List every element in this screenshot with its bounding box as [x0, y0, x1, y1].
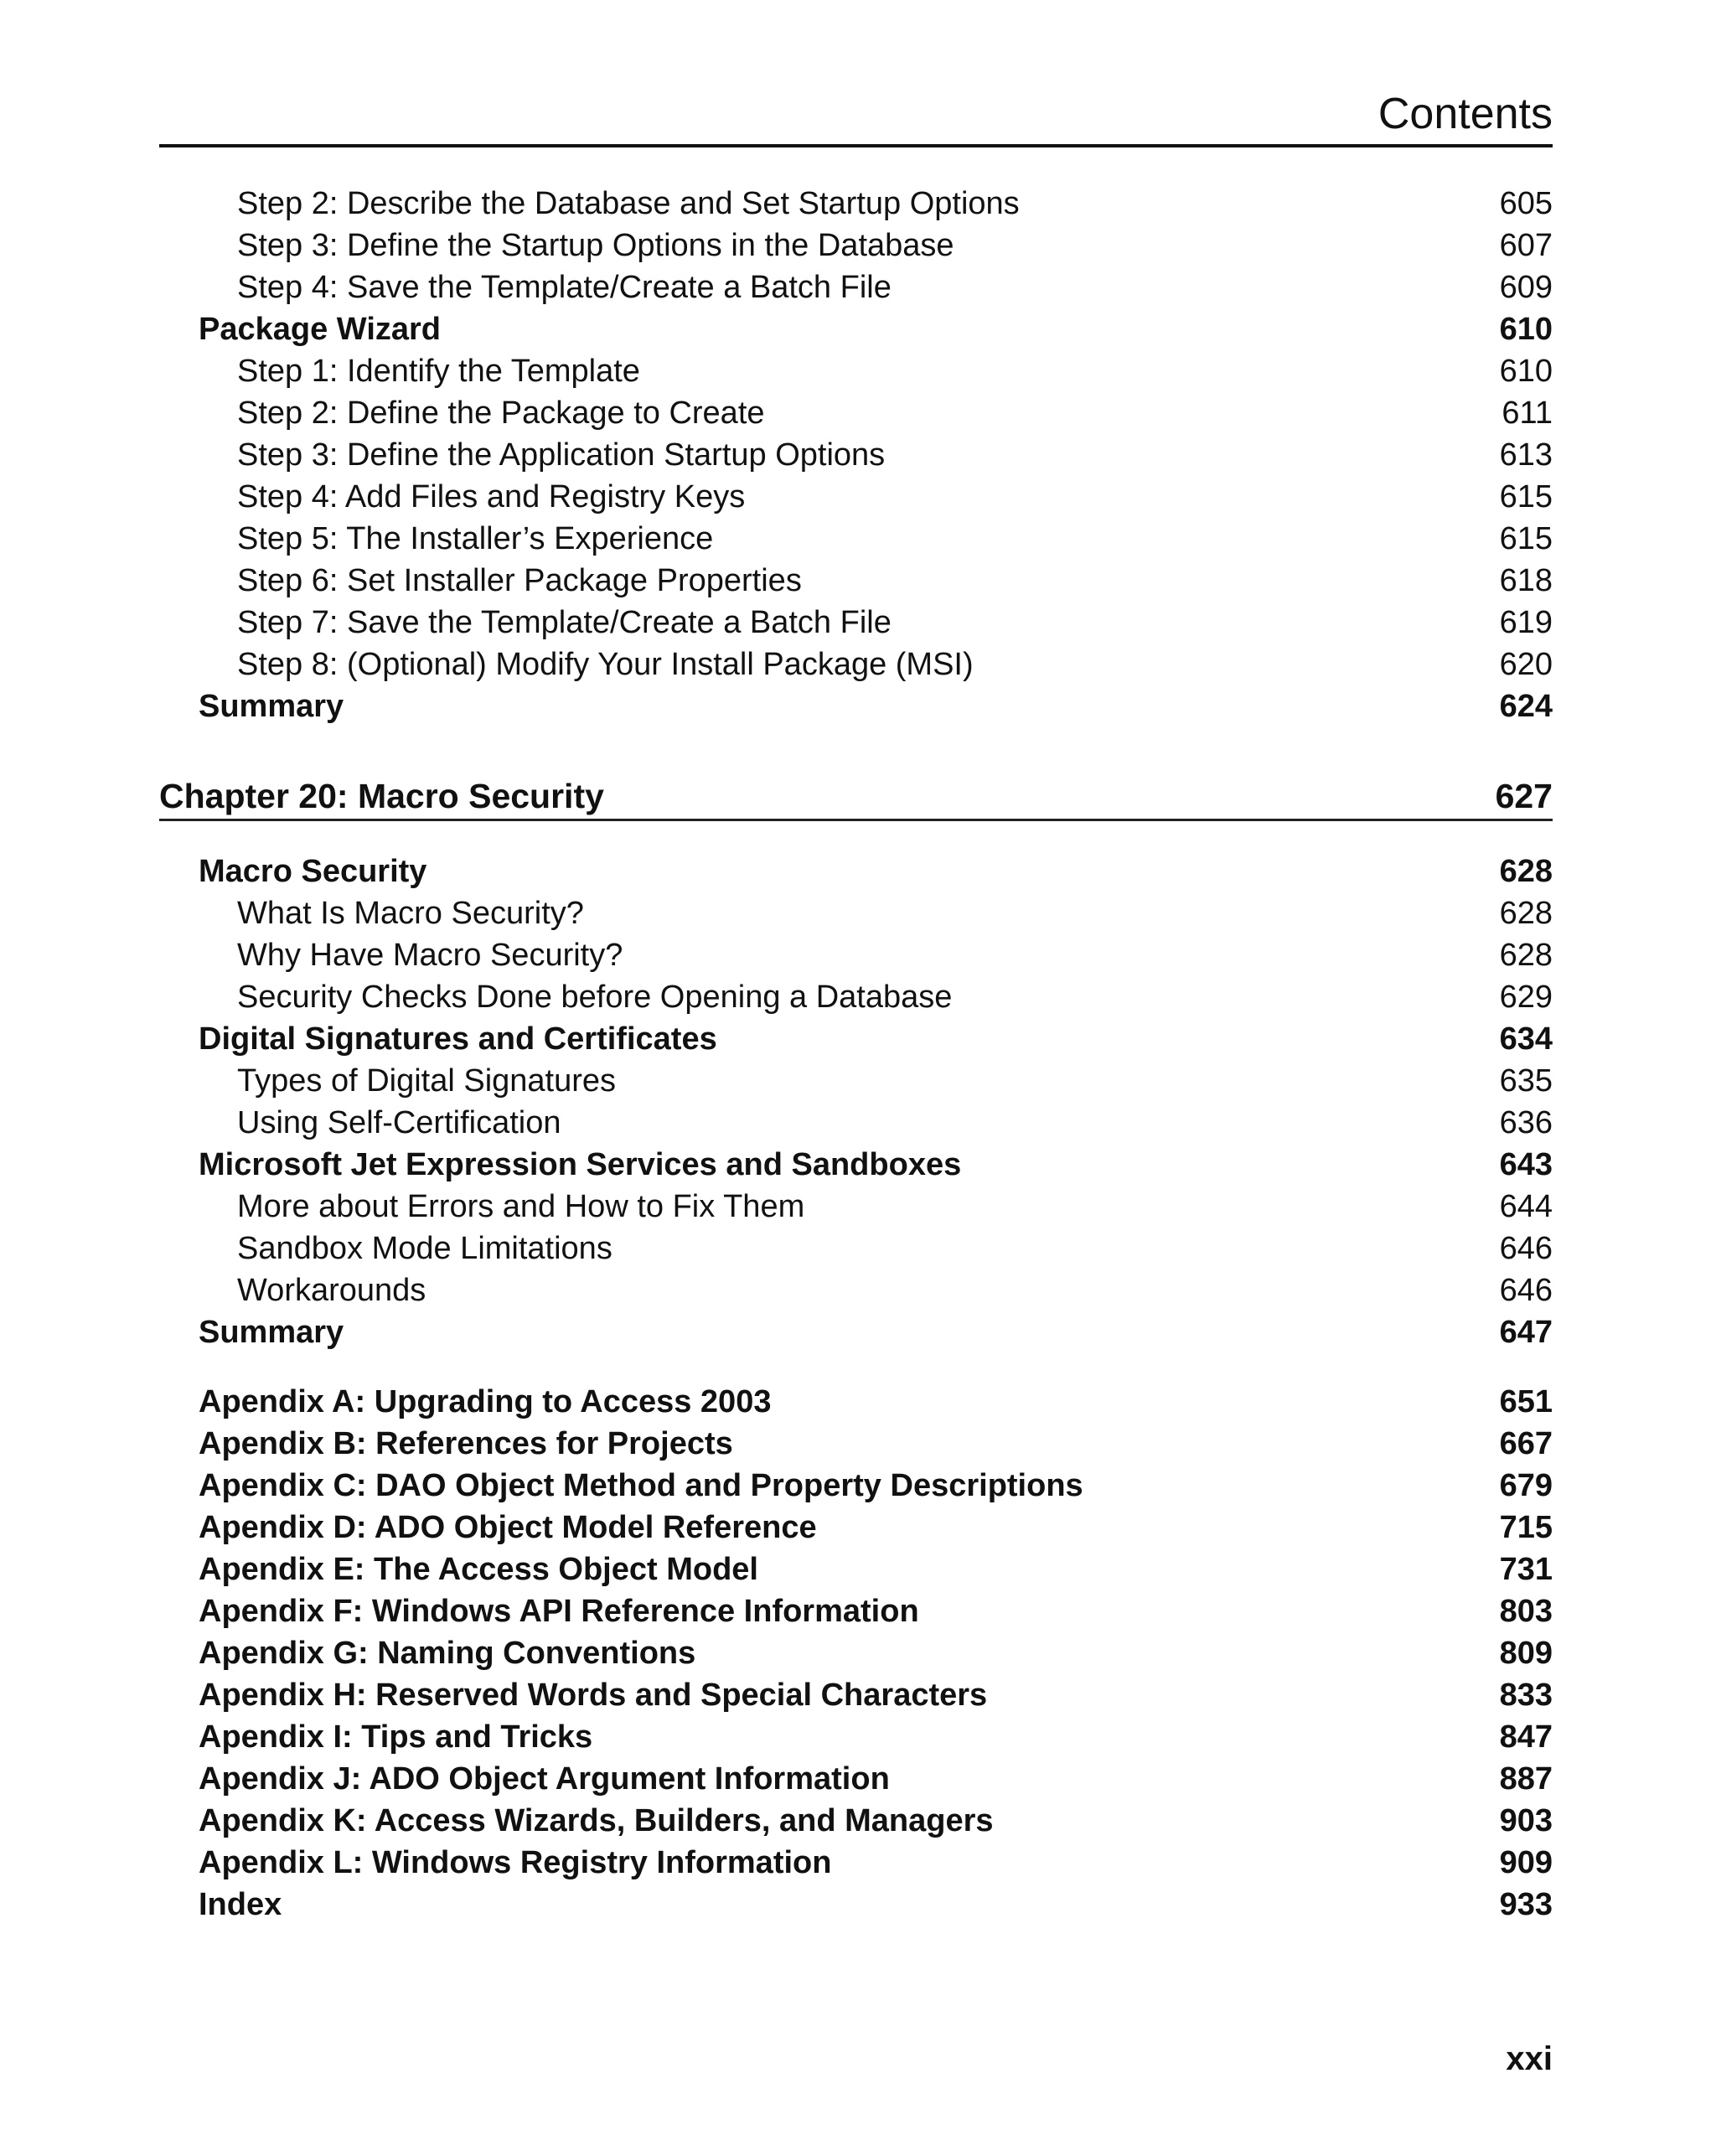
toc-entry-title: Apendix G: Naming Conventions [199, 1636, 696, 1671]
toc-subsection[interactable] [159, 434, 1553, 476]
toc-entry-title: Package Wizard [199, 312, 442, 347]
toc-entry-page: 636 [1499, 1105, 1553, 1140]
toc-entry-title: Apendix H: Reserved Words and Special Characters [199, 1678, 988, 1713]
toc-entry-title: Apendix B: References for Projects [199, 1426, 733, 1461]
toc-entry-title: Apendix F: Windows API Reference Information [199, 1594, 919, 1629]
toc-entry-title: Summary [199, 689, 344, 724]
toc-subsection[interactable] [159, 1269, 1553, 1311]
toc-subsection[interactable] [159, 350, 1553, 392]
toc-entry-page: 651 [1499, 1384, 1553, 1419]
toc-subsection[interactable] [159, 560, 1553, 602]
toc-section[interactable] [159, 1884, 1553, 1926]
toc-section[interactable] [159, 1548, 1553, 1590]
toc-section[interactable] [159, 1716, 1553, 1758]
toc-entry-title: Apendix L: Windows Registry Information [199, 1845, 832, 1880]
toc-entry-page: 607 [1499, 228, 1553, 263]
toc-subsection[interactable] [159, 892, 1553, 934]
toc-entry-title: Step 5: The Installer’s Experience [237, 521, 714, 556]
toc-section[interactable] [159, 1423, 1553, 1465]
toc-entry-page: 715 [1499, 1510, 1553, 1545]
toc-entry-title: Why Have Macro Security? [237, 938, 623, 973]
toc-entry-page: 679 [1499, 1468, 1553, 1503]
toc-section[interactable] [159, 1018, 1553, 1060]
toc-entry-title: Step 4: Add Files and Registry Keys [237, 479, 746, 514]
toc-entry-title: Apendix J: ADO Object Argument Information [199, 1761, 890, 1797]
toc-entry-page: 887 [1499, 1761, 1553, 1797]
toc-entry-page: 809 [1499, 1636, 1553, 1671]
toc-entry-title: Chapter 20: Macro Security [159, 777, 604, 815]
toc-entry-title: Apendix D: ADO Object Model Reference [199, 1510, 817, 1545]
toc-entry-page: 643 [1499, 1147, 1553, 1182]
toc-entry-page: 619 [1499, 605, 1553, 640]
toc-entry-title: Step 7: Save the Template/Create a Batch File [237, 605, 892, 640]
toc-entry-page: 628 [1499, 854, 1553, 889]
toc-entry-page: 634 [1499, 1021, 1553, 1057]
toc-entry-title: Step 3: Define the Application Startup Options [237, 437, 886, 473]
toc-entry-title: Using Self-Certification [237, 1105, 561, 1140]
toc-entry-page: 646 [1499, 1231, 1553, 1266]
toc-entry-page: 731 [1499, 1552, 1553, 1587]
toc-entry-page: 615 [1499, 479, 1553, 514]
toc-entry-page: 933 [1499, 1887, 1553, 1922]
toc-subsection[interactable] [159, 1102, 1553, 1144]
toc-entry-page: 644 [1499, 1189, 1553, 1224]
toc-section[interactable] [159, 1465, 1553, 1507]
running-header [159, 84, 1553, 147]
toc-entry-title: Sandbox Mode Limitations [237, 1231, 612, 1266]
toc-entry-title: What Is Macro Security? [237, 896, 584, 931]
toc-subsection[interactable] [159, 602, 1553, 644]
toc-subsection[interactable] [159, 1228, 1553, 1269]
header-title: Contents [1377, 90, 1553, 138]
toc-entry-title: Step 6: Set Installer Package Properties [237, 563, 802, 598]
toc-entry-title: Security Checks Done before Opening a Database [237, 980, 953, 1015]
toc-subsection[interactable] [159, 392, 1553, 434]
toc-subsection[interactable] [159, 644, 1553, 685]
toc-section[interactable] [159, 1311, 1553, 1353]
toc-entry-page: 613 [1499, 437, 1553, 473]
toc-subsection[interactable] [159, 266, 1553, 308]
toc-entry-page: 627 [1495, 777, 1553, 815]
toc-section[interactable] [159, 1842, 1553, 1884]
chapter-heading[interactable] [159, 775, 1553, 821]
toc-entry-title: Digital Signatures and Certificates [199, 1021, 717, 1057]
toc-entry-page: 803 [1499, 1594, 1553, 1629]
toc-entry-title: Step 3: Define the Startup Options in the Database [237, 228, 954, 263]
toc-subsection[interactable] [159, 518, 1553, 560]
toc-section[interactable] [159, 1507, 1553, 1548]
toc-section[interactable] [159, 1381, 1553, 1423]
toc-entry-title: Apendix A: Upgrading to Access 2003 [199, 1384, 772, 1419]
toc-subsection[interactable] [159, 1186, 1553, 1228]
toc-entry-title: Step 4: Save the Template/Create a Batch File [237, 270, 892, 305]
toc-entry-page: 847 [1499, 1719, 1553, 1755]
toc-entry-title: Apendix E: The Access Object Model [199, 1552, 758, 1587]
toc-entry-page: 610 [1499, 312, 1553, 347]
toc-entry-page: 635 [1499, 1063, 1553, 1099]
toc-section[interactable] [159, 1632, 1553, 1674]
toc-entry-page: 620 [1499, 647, 1553, 682]
toc-section[interactable] [159, 1144, 1553, 1186]
toc-entry-title: Step 8: (Optional) Modify Your Install Package (MSI) [237, 647, 974, 682]
toc-subsection[interactable] [159, 976, 1553, 1018]
toc-entry-page: 618 [1499, 563, 1553, 598]
toc-entry-page: 628 [1499, 938, 1553, 973]
toc-subsection[interactable] [159, 476, 1553, 518]
toc-entry-title: Apendix K: Access Wizards, Builders, and Managers [199, 1803, 994, 1838]
toc-entry-page: 667 [1499, 1426, 1553, 1461]
toc-entry-page: 628 [1499, 896, 1553, 931]
toc-entry-title: Index [199, 1887, 282, 1922]
toc-entry-page: 611 [1502, 396, 1553, 431]
toc-entry-page: 833 [1499, 1678, 1553, 1713]
toc-entry-page: 609 [1499, 270, 1553, 305]
toc-section[interactable] [159, 1800, 1553, 1842]
toc-entry-page: 647 [1499, 1315, 1553, 1350]
toc-section[interactable] [159, 1674, 1553, 1716]
toc-section[interactable] [159, 308, 1553, 350]
toc-entry-title: More about Errors and How to Fix Them [237, 1189, 805, 1224]
toc-subsection[interactable] [159, 1060, 1553, 1102]
toc-entry-page: 605 [1499, 186, 1553, 221]
toc-entry-page: 624 [1499, 689, 1553, 724]
toc-section[interactable] [159, 851, 1553, 892]
toc-entry-page: 646 [1499, 1273, 1553, 1308]
toc-section[interactable] [159, 685, 1553, 727]
toc-subsection[interactable] [159, 934, 1553, 976]
toc-entry-page: 909 [1499, 1845, 1553, 1880]
toc-subsection[interactable] [159, 183, 1553, 225]
toc-entry-title: Step 2: Describe the Database and Set Startup Options [237, 186, 1020, 221]
toc-entry-page: 629 [1499, 980, 1553, 1015]
toc-entry-title: Step 2: Define the Package to Create [237, 396, 765, 431]
toc-entry-title: Apendix C: DAO Object Method and Property Descriptions [199, 1468, 1083, 1503]
toc-entry-page: 615 [1499, 521, 1553, 556]
toc-entry-title: Microsoft Jet Expression Services and Sandboxes [199, 1147, 962, 1182]
toc-subsection[interactable] [159, 225, 1553, 266]
toc-entry-title: Types of Digital Signatures [237, 1063, 617, 1099]
toc-section[interactable] [159, 1590, 1553, 1632]
toc-entry-page: 903 [1499, 1803, 1553, 1838]
toc-entry-title: Summary [199, 1315, 344, 1350]
page-number: xxi [1506, 2040, 1553, 2077]
toc-entry-title: Macro Security [199, 854, 427, 889]
toc-entry-title: Step 1: Identify the Template [237, 354, 640, 389]
toc-entry-title: Workarounds [237, 1273, 426, 1308]
toc-entry-page: 610 [1499, 354, 1553, 389]
toc-entry-title: Apendix I: Tips and Tricks [199, 1719, 593, 1755]
toc-section[interactable] [159, 1758, 1553, 1800]
